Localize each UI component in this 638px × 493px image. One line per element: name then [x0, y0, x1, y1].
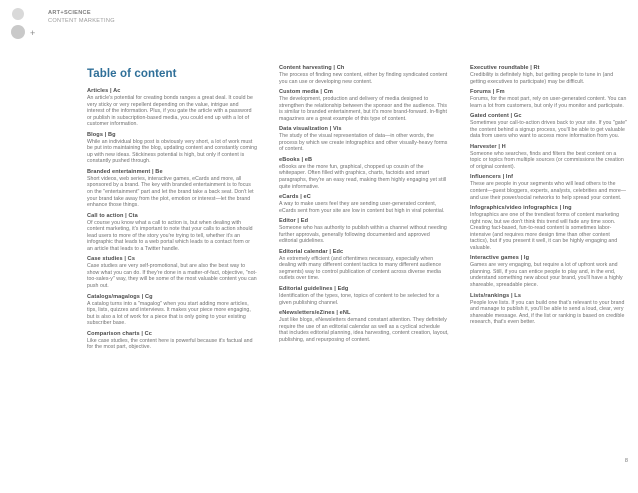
entry-term: Interactive games | Ig: [470, 255, 530, 262]
entry-desc: An extremely efficient (and oftentimes necessary, especially when dealing with many different content tactics to many different audience segments) way to control publication of content across diverse media outlets over time.: [279, 255, 442, 282]
glossary-entry: [470, 64, 628, 85]
entry-term: Call to action | Cta: [87, 212, 138, 219]
glossary-entry: [279, 125, 449, 153]
entry-desc: Of course you know what a call to action is, but when dealing with content marketing, it's important to note that your calls to action should lead users to more of the story you're trying to tell, whether it's an infographic that leads to a web portal which leads to a contact form or an article that leads to a Twitter handle.: [87, 219, 253, 252]
entry-desc: Identification of the types, tone, topics of content to be selected for a given publishing channel.: [279, 293, 440, 306]
entry-desc: A catalog turns into a "magalog" when you start adding more articles, tips, lists, quizzes and interviews. It makes your piece more engaging, but is also a lot of work for a piece that is only going to your existing subscriber base.: [87, 300, 251, 327]
entry-desc: The development, production and delivery of media designed to strengthen the relationship between the sponsor and the audience. This is similar to branded entertainment, but it's more brand-forward. In-flight magazines are a great example of this type of content.: [279, 96, 448, 122]
entry-term: Editor | Ed: [279, 218, 309, 225]
entry-desc: Infographics are one of the trendiest forms of content marketing right now, but we don't think this trend will fade any time soon. Creating fact-based, fun-to-read content is sometimes labor-intensive (and requires more design time than other content tactics), but if you present it well, it can be highly engaging and valuable.: [470, 212, 620, 251]
entry-desc: Credibility is definitely high, but getting people to tune in (and getting executives to participate) may be difficult.: [470, 72, 614, 85]
entry-desc: These are people in your segments who will lead others to the content—guest bloggers, experts, analysts, celebrities and more—and use their power/social networks to help spread your content.: [470, 181, 627, 201]
entry-term: Data visualization | Vis: [279, 126, 342, 133]
entry-term: Custom media | Cm: [279, 89, 333, 96]
entry-term: Executive roundtable | Rt: [470, 65, 540, 71]
entry-desc: Someone who has authority to publish within a channel without needing further approvals, generally following documented and approved editorial guidelines.: [279, 225, 447, 245]
glossary-entry: [87, 255, 257, 289]
glossary-entry: [470, 254, 628, 288]
glossary-entry: [279, 217, 449, 245]
glossary-entry: [470, 292, 628, 326]
brand: [48, 9, 115, 25]
header: [8, 6, 308, 42]
glossary-entry: [279, 248, 449, 282]
entry-desc: Sometimes your call-to-action drives back to your site. If you "gate" the content behind a signup process, you'll be able to get valuable data from users who want to access more information from you.: [470, 120, 628, 140]
entry-term: Infographics/video infographics | Ing: [470, 205, 572, 212]
entry-term: Harvester | H: [470, 143, 506, 150]
entry-term: eBooks | eB: [279, 156, 313, 163]
entry-desc: The study of the visual representation of data—in other words, the process by which we create infographics and other visually-heavy forms of content.: [279, 133, 448, 153]
glossary-entry: [279, 156, 449, 190]
entry-desc: Case studies are very self-promotional, but are also the best way to show what you can do. If they're done in a matter-of-fact, objective, "not-too-sales-y" way, they will be some of the most valuable content you can push out.: [87, 263, 257, 290]
glossary-entry: [470, 88, 628, 109]
entry-term: Articles | Ac: [87, 88, 121, 94]
brand-line1: ART+SCIENCE: [48, 10, 91, 16]
brand-line2: CONTENT MARKETING: [48, 18, 115, 24]
entry-term: eCards | eC: [279, 194, 311, 201]
glossary-entry: [470, 143, 628, 171]
glossary-entry: [87, 330, 257, 351]
entry-term: Influencers | Inf: [470, 174, 514, 181]
glossary-entry: [87, 293, 257, 327]
entry-term: Gated content | Gc: [470, 113, 522, 120]
entry-desc: Forums, for the most part, rely on user-generated content. You can learn a lot from customers, but only if you monitor and participate.: [470, 96, 627, 109]
glossary-entry: [470, 112, 628, 140]
glossary-entry: [279, 285, 449, 306]
entry-desc: People love lists. If you can build one that's relevant to your brand and manage to publish it, you'll be able to send a loud, clear, very shareable message. And, if the list or ranking is based on credible research, that's even better.: [470, 299, 625, 326]
glossary-entry: [279, 64, 449, 85]
entry-desc: A way to make users feel they are sending user-generated content, eCards sent from your site are low in content but high in viral potential.: [279, 201, 445, 214]
glossary-column-3: [470, 64, 628, 329]
entry-desc: While an individual blog post is obviously very short, a lot of work must be put into maintaining the blog, updating content and constantly coming up with new ideas. Stickiness potential is high, but only if content is constantly pushed through.: [87, 138, 258, 165]
glossary-entry: [470, 173, 628, 201]
svg-text:+: +: [30, 28, 36, 38]
entry-term: Blogs | Bg: [87, 131, 116, 138]
entry-term: Catalogs/magalogs | Cg: [87, 293, 153, 300]
entry-term: Editorial guidelines | Edg: [279, 286, 349, 293]
entry-term: Editorial calendar | Edc: [279, 248, 344, 255]
entry-desc: The process of finding new content, either by finding syndicated content you can use or developing new content.: [279, 72, 448, 85]
entry-desc: Short videos, web series, interactive games, eCards and more, all sponsored by a brand. The key with branded entertainment is to focus on the "entertainment" part and let the brand take a back seat. Don't let your brand take away from the plot, emotion or interest—let the brand enhance those things.: [87, 175, 254, 209]
entry-desc: Games are very engaging, but require a lot of upfront work and planning. Still, if you can entice people to play and, in the end, understand something new about your brand, you'll have a highly shareable, spreadable piece.: [470, 262, 623, 289]
glossary-entry: [470, 204, 628, 251]
glossary-entry: [87, 131, 257, 165]
entry-term: Lists/rankings | Ls: [470, 292, 522, 299]
page-title: Table of content: [87, 68, 177, 80]
entry-term: Comparison charts | Cc: [87, 330, 153, 337]
glossary-column-2: [279, 64, 449, 346]
entry-desc: Someone who searches, finds and filters the best content on a topic or topics from multiple sources (or commissions the creation of original content).: [470, 150, 624, 170]
glossary-entry: [87, 168, 257, 209]
entry-desc: Like case studies, the content here is powerful because it's factual and for the most part, objective.: [87, 337, 253, 351]
page-number: 8: [624, 458, 628, 464]
glossary-column-1: [87, 87, 257, 354]
glossary-entry: [87, 212, 257, 253]
entry-term: Content harvesting | Ch: [279, 65, 345, 71]
art-science-logo-icon: [8, 6, 44, 42]
entry-term: eNewsletters/eZines | eNL: [279, 310, 351, 317]
entry-term: Case studies | Cs: [87, 256, 136, 263]
entry-desc: An article's potential for creating bonds ranges a great deal. It could be very sticky or very repellent depending on the value, intrigue and interest of the information. Plus, if you gate the article with a password or publish in subscription-based media, you could end up with a lot of customer information.: [87, 95, 253, 128]
entry-desc: eBooks are the more fun, graphical, chopped up cousin of the whitepaper. Often filled with graphics, charts, factoids and smart paragraphs, they're an easy read, making them highly engaging yet still quite informative.: [279, 163, 447, 190]
entry-desc: Just like blogs, eNewsletters demand constant attention. They definitely require the use of an editorial calendar as well as a cyclical schedule that includes editorial planning, idea harvesting, content creation, layout, publishing, and repurposing of content.: [279, 317, 449, 343]
glossary-entry: [279, 88, 449, 122]
glossary-entry: [87, 87, 257, 128]
glossary-entry: [279, 193, 449, 214]
entry-term: Branded entertainment | Be: [87, 168, 163, 175]
glossary-entry: [279, 309, 449, 343]
entry-term: Forums | Fm: [470, 89, 505, 96]
